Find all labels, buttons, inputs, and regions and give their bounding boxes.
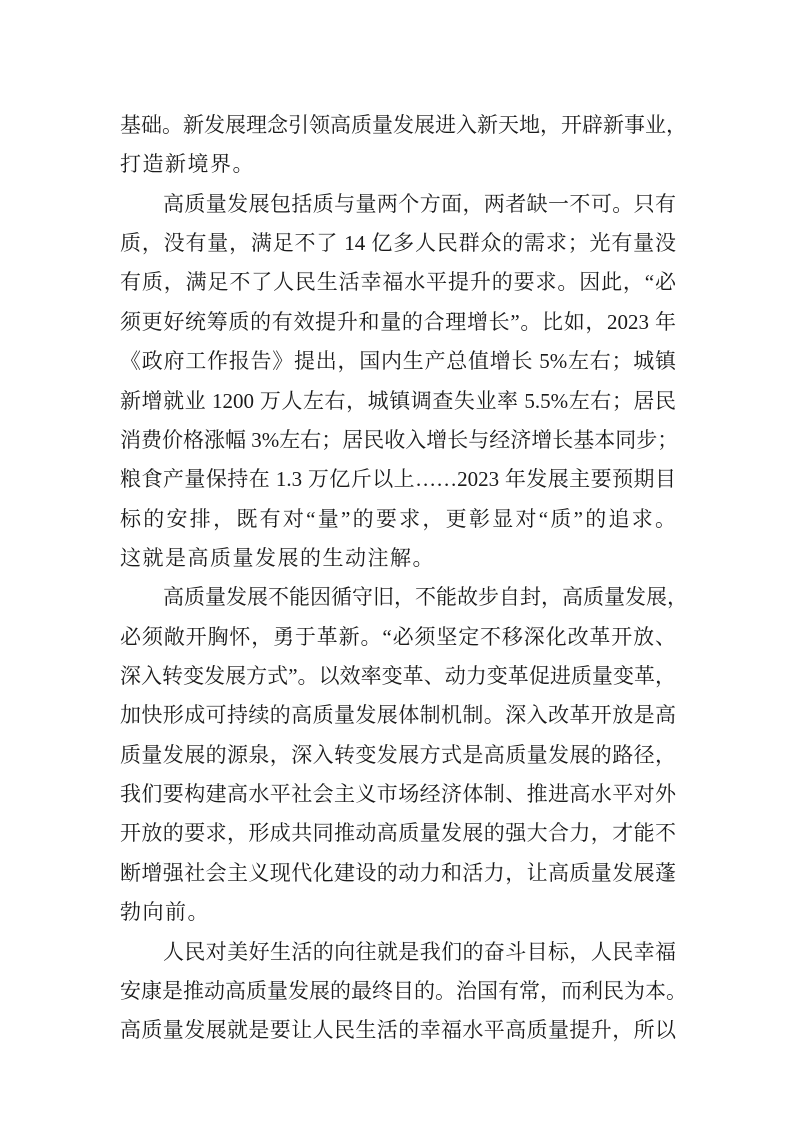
text-line: 有质，满足不了人民生活幸福水平提升的要求。因此，“必 [120,270,676,295]
paragraph-4 [120,937,687,1055]
text-line: 标的安排，既有对“量”的要求，更彰显对“质”的追求。 [120,506,676,531]
text-line: 必须敞开胸怀，勇于革新。“必须坚定不移深化改革开放、 [120,624,676,649]
text-line: 断增强社会主义现代化建设的动力和活力，让高质量发展蓬 [120,860,676,885]
text-line: 质，没有量，满足不了 14 亿多人民群众的需求；光有量没 [120,231,676,256]
text-line: 勃向前。 [120,900,210,925]
document-page [120,110,688,1055]
text-line: 深入转变发展方式”。以效率变革、动力变革促进质量变革， [120,664,676,689]
paragraph-3 [120,582,688,936]
text-line: 安康是推动高质量发展的最终目的。治国有常，而利民为本。 [120,978,687,1003]
text-line: 消费价格涨幅 3%左右；居民收入增长与经济增长基本同步； [120,427,679,452]
text-line: 粮食产量保持在 1.3 万亿斤以上……2023 年发展主要预期目 [120,467,676,492]
text-line: 质量发展的源泉，深入转变发展方式是高质量发展的路径， [120,742,676,767]
text-line: 打造新境界。 [120,152,255,177]
paragraph-1 [120,110,687,189]
text-line: 高质量发展不能因循守旧，不能故步自封，高质量发展， [163,585,688,610]
text-line: 人民对美好生活的向往就是我们的奋斗目标，人民幸福 [163,939,676,964]
text-line: 基础。新发展理念引领高质量发展进入新天地，开辟新事业， [120,113,687,137]
text-line: 这就是高质量发展的生动注解。 [120,545,435,570]
text-line: 加快形成可持续的高质量发展体制机制。深入改革开放是高 [120,703,676,728]
text-line: 须更好统筹质的有效提升和量的合理增长”。比如，2023 年 [120,309,676,334]
text-line: 开放的要求，形成共同推动高质量发展的强大合力，才能不 [120,821,676,846]
text-line: 《政府工作报告》提出，国内生产总值增长 5%左右；城镇 [120,349,676,374]
text-line: 高质量发展就是要让人民生活的幸福水平高质量提升，所以 [120,1018,676,1043]
paragraph-2 [120,189,679,583]
text-line: 新增就业 1200 万人左右，城镇调查失业率 5.5%左右；居民 [120,388,676,413]
text-line: 高质量发展包括质与量两个方面，两者缺一不可。只有 [163,191,676,216]
text-line: 我们要构建高水平社会主义市场经济体制、推进高水平对外 [120,782,676,807]
